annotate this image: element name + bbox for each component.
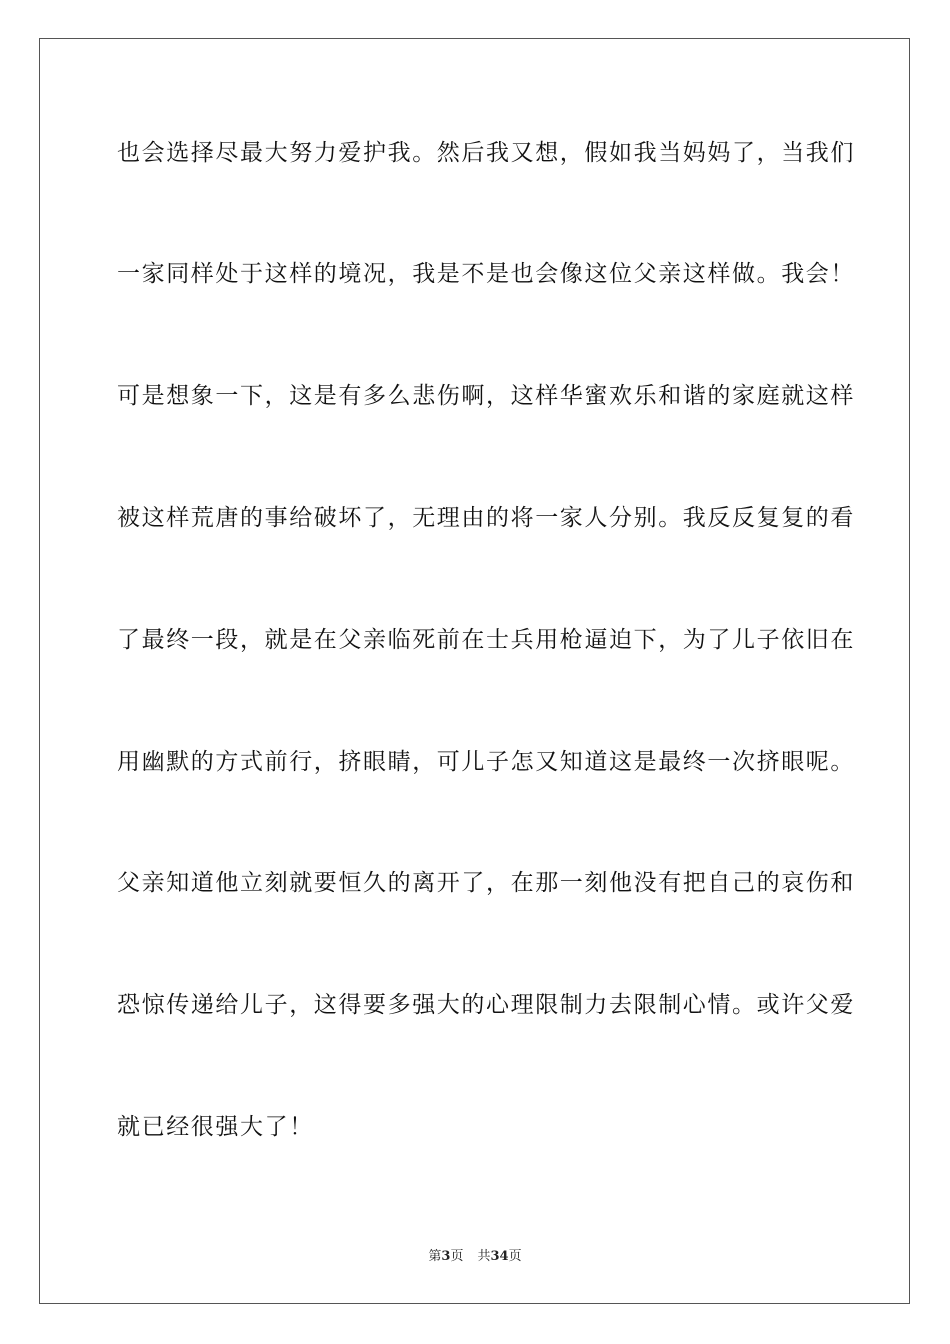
total-prefix: 共	[477, 1249, 491, 1264]
total-suffix: 页	[508, 1249, 522, 1264]
body-text-line-9: 就已经很强大了！	[117, 1114, 314, 1140]
body-text-line-1: 也会选择尽最大努力爱护我。然后我又想，假如我当妈妈了，当我们	[117, 140, 855, 166]
body-text-line-3: 可是想象一下，这是有多么悲伤啊，这样华蜜欢乐和谐的家庭就这样	[117, 383, 855, 409]
total-pages: 34	[490, 1249, 509, 1264]
body-text-line-8: 恐惊传递给儿子，这得要多强大的心理限制力去限制心情。或许父爱	[117, 992, 855, 1018]
page-number: 3	[441, 1249, 451, 1264]
body-text-line-2: 一家同样处于这样的境况，我是不是也会像这位父亲这样做。我会！	[117, 261, 855, 287]
page-suffix: 页	[450, 1249, 464, 1264]
body-text-line-6: 用幽默的方式前行，挤眼睛，可儿子怎又知道这是最终一次挤眼呢。	[117, 749, 855, 775]
page-footer	[0, 1248, 950, 1266]
body-text-line-7: 父亲知道他立刻就要恒久的离开了，在那一刻他没有把自己的哀伤和	[117, 870, 855, 896]
body-text-line-5: 了最终一段，就是在父亲临死前在士兵用枪逼迫下，为了儿子依旧在	[117, 627, 855, 653]
body-text-line-4: 被这样荒唐的事给破坏了，无理由的将一家人分别。我反反复复的看	[117, 505, 855, 531]
page-prefix: 第	[428, 1249, 442, 1264]
